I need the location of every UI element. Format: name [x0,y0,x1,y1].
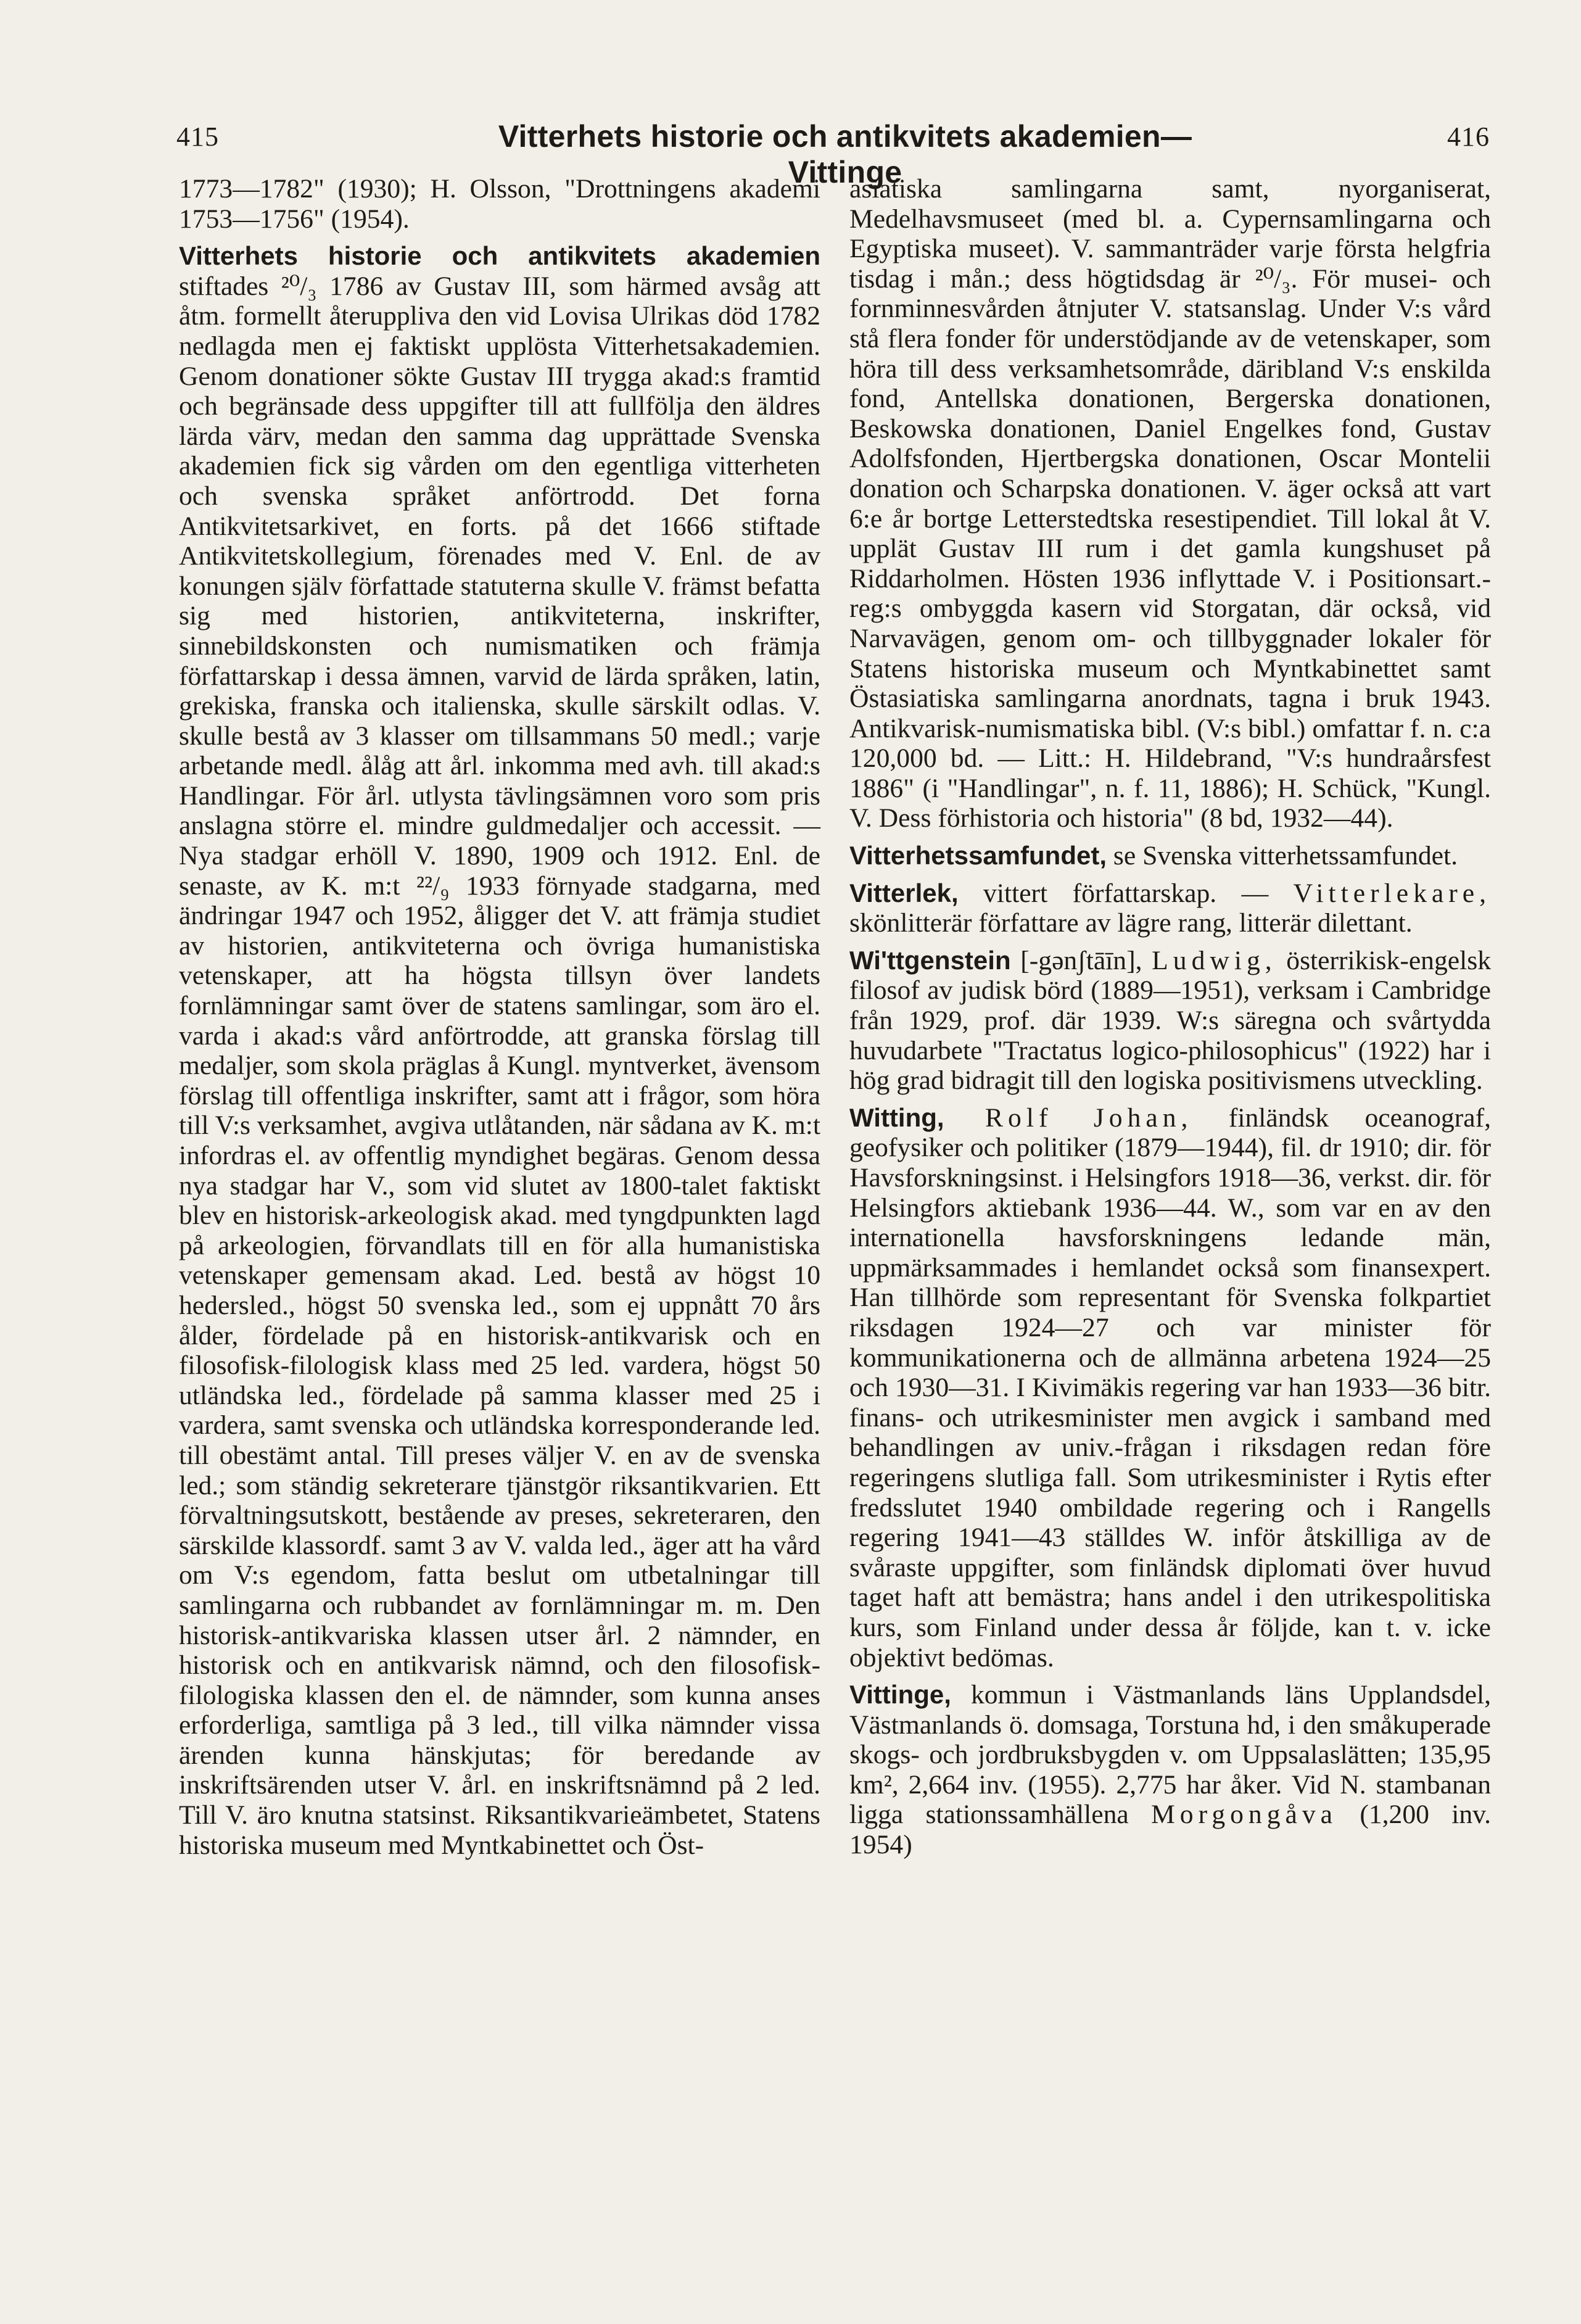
entry-body: österrikisk-engelsk filosof av judisk börd (1889—1951), verksam i Cambridge från 1929, prof. där 1939. W:s säregna och svårtydda huvudarbete "Tractatus logico-philosophicus" (1922) har i hög grad bidragit till den logiska positivismens utveckling. [849,945,1491,1096]
spaced-term: Vitterlekare, [1293,878,1491,908]
entry-body: vittert författarskap. — [958,878,1294,908]
headword: Vitterhetssamfundet, [849,841,1107,870]
running-head: Vitterhets historie och antikvitets akademien—Vittinge [498,119,1192,189]
entry-body: se Svenska vitterhetssamfundet. [1107,841,1458,871]
entry-vitterhets-akademien [179,241,820,1860]
page-number-left: 415 [176,122,219,152]
headword: Vitterhets historie och antikvitets akademien [179,241,820,271]
spaced-name: Rolf Johan, [944,1102,1193,1133]
entry-vitterhetssamfundet [849,841,1491,871]
headword: Witting, [849,1102,944,1132]
entry-body: stiftades ²⁰/₃ 1786 av Gustav III, som härmed avsåg att åtm. formellt återuppliva den vid Lovisa Ulrikas död 1782 nedlagda men ej faktiskt upplösta Vitterhetsakademien. Genom donationer sökte Gustav III trygga akad:s framtid och begränsade dess uppgifter till att fullfölja den äldres lärda värv, medan den samma dag upprättade Svenska akademien fick sig vården om den egentliga vitterheten och svenska språket anförtrodd. Det forna Antikvitetsarkivet, en forts. på det 1666 stiftade Antikvitetskollegium, förenades med V. Enl. de av konungen själv författade statuterna skulle V. främst befatta sig med historien, antikviteterna, inskrifter, sinnebildskonsten och numismatiken och främja författarskap i dessa ämnen, varvid de lärda språken, latin, grekiska, franska och italienska, skulle särskilt odlas. V. skulle bestå av 3 klasser om tillsammans 50 medl.; varje arbetande medl. ålåg att årl. inkomma med avh. till akad:s Handlingar. För årl. utlysta tävlingsämnen voro som pris anslagna större el. mindre guldmedaljer och accessit. — Nya stadgar erhöll V. 1890, 1909 och 1912. Enl. de senaste, av K. m:t ²²/₉ 1933 förnyade stadgarna, med ändringar 1947 och 1952, åligger det V. att främja studiet av historien, antikviteterna och övriga humanistiska vetenskaper, att ha högsta tillsyn över landets fornlämningar samt över de statens samlingar, som äro el. varda i akad:s vård anförtrodde, att granska förslag till medaljer, som skola präglas å Kungl. myntverket, ävensom förslag till offentliga inskrifter, samt att i frågor, som höra till V:s verksamhet, avgiva utlåtanden, när sådana av K. m:t infordras el. av offentlig myndighet begäras. Genom dessa nya stadgar har V., som vid slutet av 1800-talet faktiskt blev en historisk-arkeologisk akad. med tyngdpunkten lagd på arkeologien, förvandlats till en för alla humanistiska vetenskaper gemensam akad. Led. bestå av högst 10 hedersled., högst 50 svenska led., som ej uppnått 70 års ålder, fördelade på en historisk-antikvarisk och en filosofisk-filologisk klass med 25 led. vardera, högst 50 utländska led., fördelade på samma klasser med 25 i vardera, samt svenska och utländska korresponderande led. till obestämt antal. Till preses väljer V. en av de svenska led.; som ständig sekreterare tjänstgör riksantikvarien. Ett förvaltningsutskott, bestående av preses, sekreteraren, den särskilde klassordf. samt 3 av V. valda led., äger att ha vård om V:s egendom, fatta beslut om utbetalningar till samlingarna och rubbandet av fornlämningar m. m. Den historisk-antikvariska klassen utser årl. 2 nämnder, en historisk och en antikvarisk nämnd, och den filosofisk-filologiska klassen den el. de nämnder, som kunna anses erforderliga, samtliga på 3 led., till vilka nämnder vissa ärenden kunna hänskjutas; för beredande av inskriftsärenden utser V. årl. en inskriftsnämnd på 2 led. Till V. äro knutna statsinst. Riksantikvarieämbetet, Statens historiska museum med Myntkabinettet och Öst- [179,271,820,1860]
continuation-text-right: asiatiska samlingarna samt, nyorganiserat, Medelhavsmuseet (med bl. a. Cypernsamlingarna och Egyptiska museet). V. sammanträder varje första helgfria tisdag i mån.; dess högtidsdag är ²⁰/₃. För musei- och fornminnesvården åtnjuter V. statsanslag. Under V:s vård stå flera fonder för understödjande av de vetenskaper, som höra till dess verksamhetsområde, däribland V:s enskilda fond, Antellska donationen, Bergerska donationen, Beskowska donationen, Daniel Engelkes fond, Gustav Adolfsfonden, Hjertbergska donationen, Oscar Montelii donation och Scharpska donationen. V. äger också att vart 6:e år bortge Letterstedtska resestipendiet. Till lokal åt V. upplät Gustav III rum i det gamla kungshuset på Riddarholmen. Hösten 1936 inflyttade V. i Positionsart.-reg:s ombyggda kasern vid Storgatan, där också, vid Narvavägen, genom om- och tillbyggnader lokaler för Statens historiska museum och Myntkabinettet samt Östasiatiska samlingarna anordnats, tagna i bruk 1943. Antikvarisk-numismatiska bibl. (V:s bibl.) omfattar f. n. c:a 120,000 bd. — Litt.: H. Hildebrand, "V:s hundraårsfest 1886" (i "Handlingar", n. f. 11, 1886); H. Schück, "Kungl. V. Dess förhistoria och historia" (8 bd, 1932—44). [849,174,1491,833]
page-number-right: 416 [1447,122,1490,152]
spaced-place: Morgongåva [1151,1800,1338,1830]
left-column [179,174,820,1860]
headword: Vitterlek, [849,878,959,908]
entry-wittgenstein [849,946,1491,1096]
entry-body: finländsk oceanograf, geofysiker och politiker (1879—1944), fil. dr 1910; dir. för Havsforskningsinst. i Helsingfors 1918—36, verkst. dir. för Helsingfors aktiebank 1936—44. W., som var en av den internationella havsforskningens ledande män, uppmärksammades i hemlandet också som finansexpert. Han tillhörde som representant för Svenska folkpartiet riksdagen 1924—27 och var minister för kommunikationerna och de allmänna arbetena 1924—25 och 1930—31. I Kivimäkis regering var han 1933—36 bitr. finans- och utrikesminister men avgick i samband med behandlingen av univ.-frågan i riksdagen redan före regeringens slutliga fall. Som utrikesminister i Rytis efter fredsslutet 1940 ombildade regering och i Rangells regering 1941—43 ställdes W. inför åtskilliga av de svåraste uppgifter, som finländsk diplomati över huvud taget haft att bemästra; hans andel i den utrikespolitiska kurs, som Finland under dessa år följde, kan t. v. icke objektivt bedömas. [849,1102,1491,1673]
entry-body-cont: skönlitterär författare av lägre rang, litterär dilettant. [849,908,1413,938]
right-column [849,174,1491,1860]
pronunciation: [-gənʃtāīn], [1010,945,1152,975]
entry-body: kommun i Västmanlands läns Upplandsdel, Västmanlands ö. domsaga, Torstuna hd, i den småkuperade skogs- och jordbruksbygden v. om Uppsalaslätten; 135,95 km², 2,664 inv. (1955). 2,775 har åker. Vid N. stambanan ligga stationssamhällena [849,1680,1491,1830]
entry-vitterlek [849,879,1491,938]
entry-witting [849,1103,1491,1673]
entry-body-cont: (1,200 inv. 1954) [849,1800,1491,1860]
headword: Wi'ttgenstein [849,945,1011,975]
headword: Vittinge, [849,1680,951,1710]
spaced-name: Ludwig, [1152,945,1277,975]
entry-vittinge [849,1680,1491,1860]
continuation-text-left: 1773—1782" (1930); H. Olsson, "Drottningens akademi 1753—1756" (1954). [179,174,820,234]
